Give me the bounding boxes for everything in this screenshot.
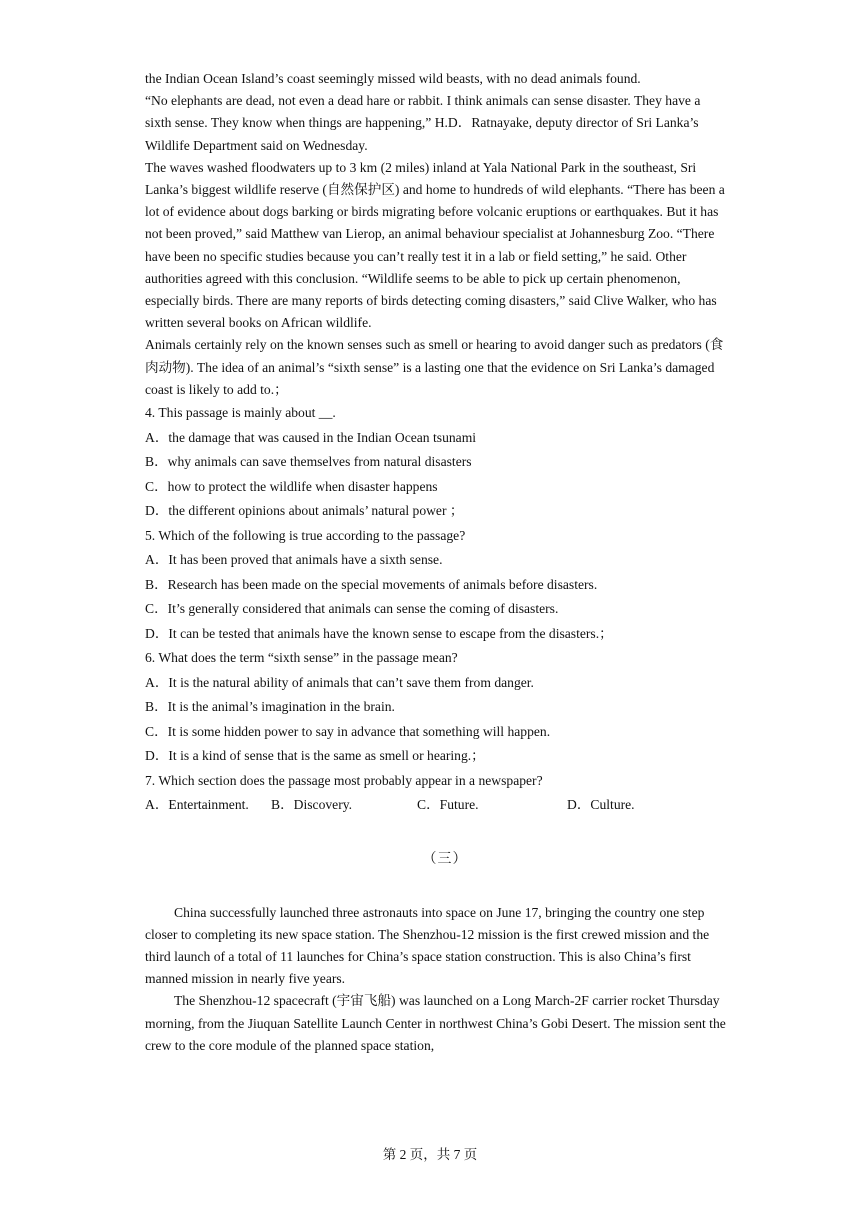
answer-option: C．how to protect the wildlife when disaster happens <box>145 478 438 494</box>
question-stem: 5. Which of the following is true according to the passage? <box>145 527 466 543</box>
question-stem: 7. Which section does the passage most probably appear in a newspaper? <box>145 772 543 788</box>
answer-option: B．why animals can save themselves from natural disasters <box>145 454 472 470</box>
passage-paragraph: Animals certainly rely on the known senses such as smell or hearing to avoid danger such as predators (食肉动物). The idea of an animal’s “sixth sense” is a lasting one that the evidence on Sri Lanka’s damaged coast is likely to add to.； <box>145 337 724 397</box>
question-6 <box>145 646 727 769</box>
answer-option: A．It is the natural ability of animals that can’t save them from danger. <box>145 674 534 690</box>
passage-paragraph: “No elephants are dead, not even a dead hare or rabbit. I think animals can sense disaster. They have a sixth sense. They know when things are happening,” H.D．Ratnayake, deputy director of Sri Lanka’s Wildlife Department said on Wednesday. <box>145 93 701 153</box>
answer-option: A．Entertainment. <box>145 797 249 813</box>
page-number: 第 2 页，共 7 页 <box>382 1147 478 1162</box>
answer-options-row <box>145 793 727 818</box>
answer-option: C．It’s generally considered that animals can sense the coming of disasters. <box>145 601 559 617</box>
answer-option: C．Future. <box>417 797 479 813</box>
answer-option: D．the different opinions about animals’ natural power ； <box>145 503 464 519</box>
answer-option: B．Research has been made on the special movements of animals before disasters. <box>145 576 598 592</box>
answer-option: A．It has been proved that animals have a sixth sense. <box>145 552 443 568</box>
answer-option: B．Discovery. <box>271 797 353 813</box>
answer-option: D．It is a kind of sense that is the same as smell or hearing.； <box>145 748 485 764</box>
question-7 <box>145 769 727 818</box>
passage-paragraph: the Indian Ocean Island’s coast seemingly missed wild beasts, with no dead animals found. <box>145 71 641 86</box>
passage-2 <box>145 68 727 401</box>
page-content <box>145 68 727 1057</box>
section-title: （三） <box>422 851 468 867</box>
question-stem: 6. What does the term “sixth sense” in the passage mean? <box>145 650 458 666</box>
question-stem: 4. This passage is mainly about __. <box>145 405 336 421</box>
question-4 <box>145 401 727 524</box>
passage-paragraph: The Shenzhou-12 spacecraft (宇宙飞船) was launched on a Long March-2F carrier rocket Thursday morning, from the Jiuquan Satellite Launch Center in northwest China’s Gobi Desert. The mission sent the crew to the core module of the planned space station, <box>145 993 726 1053</box>
answer-option: A．the damage that was caused in the Indian Ocean tsunami <box>145 429 477 445</box>
passage-paragraph: China successfully launched three astronauts into space on June 17, bringing the country one step closer to completing its new space station. The Shenzhou-12 mission is the first crewed mission and the third launch of a total of 11 launches for China’s space station construction. This is also China’s first manned mission in nearly five years. <box>145 904 710 987</box>
answer-option: D．Culture. <box>567 797 635 813</box>
answer-option: D．It can be tested that animals have the known sense to escape from the disasters.； <box>145 625 613 641</box>
passage-3 <box>145 902 727 1057</box>
answer-option: C．It is some hidden power to say in advance that something will happen. <box>145 723 551 739</box>
passage-paragraph: The waves washed floodwaters up to 3 km (2 miles) inland at Yala National Park in the southeast, Sri Lanka’s biggest wildlife reserve (自然保护区) and home to hundreds of wild elephants. “There has been a lot of evidence about dogs barking or birds migrating before volcanic eruptions or earthquakes. But it has not been proved,” said Matthew van Lierop, an animal behaviour specialist at Johannesburg Zoo. “There have been no specific studies because you can’t really test it in a lab or field setting,” he said. Other authorities agreed with this conclusion. “Wildlife seems to be able to pick up certain phenomenon, especially birds. There are many reports of birds detecting coming disasters,” said Clive Walker, who has written several books on African wildlife. <box>145 159 725 331</box>
answer-option: B．It is the animal’s imagination in the brain. <box>145 699 395 715</box>
question-5 <box>145 524 727 647</box>
